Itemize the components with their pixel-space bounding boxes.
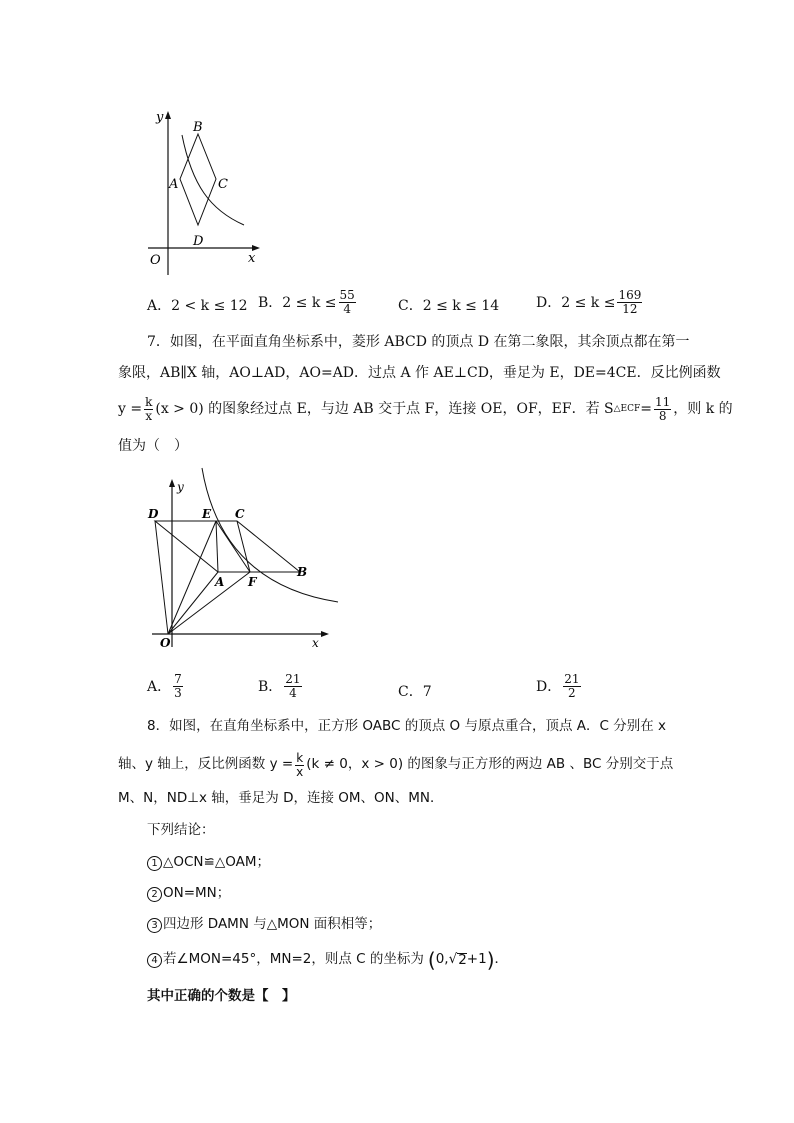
label-c: C [218, 177, 228, 192]
label-y: y [156, 110, 164, 125]
label-b: B [193, 120, 203, 135]
label-o: O [150, 253, 161, 268]
q7-line-1: 7．如图，在平面直角坐标系中，菱形 ABCD 的顶点 D 在第二象限，其余顶点都在第一 [147, 334, 690, 350]
hyperbola-curve [182, 135, 244, 225]
y-axis-arrow [169, 479, 175, 487]
q8-conclusion-3: 3 四边形 DAMN 与△MON 面积相等； [147, 918, 381, 933]
label-o: O [160, 636, 171, 650]
q8-line-2: 轴、y 轴上，反比例函数 y = $\frac{k}{x}$ (k ≠ 0，x > 0) 的图象与正方形的两边 AB 、BC 分别交于点 [118, 751, 674, 779]
label-d: D [148, 507, 159, 521]
q6-option-a: A．2 < k ≤ 12 [147, 298, 248, 314]
label-f: F [248, 575, 257, 589]
label-y: y [177, 480, 184, 494]
label-e: E [202, 507, 212, 521]
q8-conclusion-1: 1 △OCN≌△OAM； [147, 856, 270, 871]
label-a: A [169, 177, 179, 192]
q7-option-a: A． $\frac{7}{3}$ [147, 672, 182, 700]
y-axis-arrow [165, 111, 171, 119]
q8-conclusion-4: 4 若∠MON=45°，MN=2，则点 C 的坐标为 ( 0, √ 2 +1 ) ． [147, 950, 508, 970]
q8-line-3: M、N，ND⊥x 轴，垂足为 D，连接 OM、ON、MN． [118, 790, 444, 806]
rhombus-abcd [155, 521, 300, 572]
segment-ef [216, 521, 250, 572]
q7-line-3: y = $\frac{k}{x}$ (x > 0) 的图象经过点 E，与边 AB 交于点 F，连接 OE，OF，EF．若 S △ECF = $\frac{11}{8}$ ，则 k 的 [118, 395, 733, 423]
label-x: x [312, 636, 319, 650]
q8-line-1: 8．如图，在直角坐标系中，正方形 OABC 的顶点 O 与原点重合，顶点 A．C 分别在 x [147, 718, 666, 734]
q7-option-b: B． $\frac{21}{4}$ [258, 672, 301, 700]
q6-option-c: C．2 ≤ k ≤ 14 [398, 298, 500, 314]
q6-d-fraction: $\frac{169}{12}$ [618, 288, 642, 316]
q7-option-d: D． $\frac{21}{2}$ [536, 672, 580, 700]
circled-number: 2 [147, 887, 162, 902]
q7-area-fraction: $\frac{11}{8}$ [655, 395, 671, 423]
q8-conclusions-title: 下列结论： [147, 822, 215, 838]
label-b: B [297, 565, 308, 579]
circled-number: 1 [147, 856, 162, 871]
figure-rhombus-abcd-q7 [140, 465, 350, 655]
q8-k-over-x: $\frac{k}{x}$ [296, 751, 304, 779]
q8-final-question: 其中正确的个数是【 】 [147, 988, 296, 1004]
q6-option-d: D．2 ≤ k ≤ $\frac{169}{12}$ [536, 288, 642, 316]
figure-rhombus-curve [140, 105, 270, 280]
circled-number: 3 [147, 918, 162, 933]
rhombus-abcd [180, 134, 216, 225]
label-c: C [235, 507, 245, 521]
q7-option-c: C．7 [398, 684, 432, 700]
label-a: A [215, 575, 225, 589]
q8-conclusion-2: 2 ON=MN； [147, 887, 230, 902]
segment-ae [216, 521, 218, 572]
q7-k-over-x: $\frac{k}{x}$ [145, 395, 153, 423]
q7-line-2: 象限，AB∥X 轴，AO⊥AD，AO=AD．过点 A 作 AE⊥CD，垂足为 E，DE=4CE．反比例函数 [118, 365, 721, 381]
q7-line-4: 值为（ ） [118, 438, 188, 454]
segment-oa [168, 572, 218, 634]
segment-cf [237, 521, 250, 572]
q6-option-b: B．2 ≤ k ≤ $\frac{55}{4}$ [258, 288, 355, 316]
x-axis-arrow [321, 631, 329, 637]
circled-number: 4 [147, 953, 162, 968]
segment-of [168, 572, 250, 634]
label-x: x [248, 251, 256, 266]
q6-b-fraction: $\frac{55}{4}$ [339, 288, 355, 316]
label-d: D [193, 234, 204, 249]
